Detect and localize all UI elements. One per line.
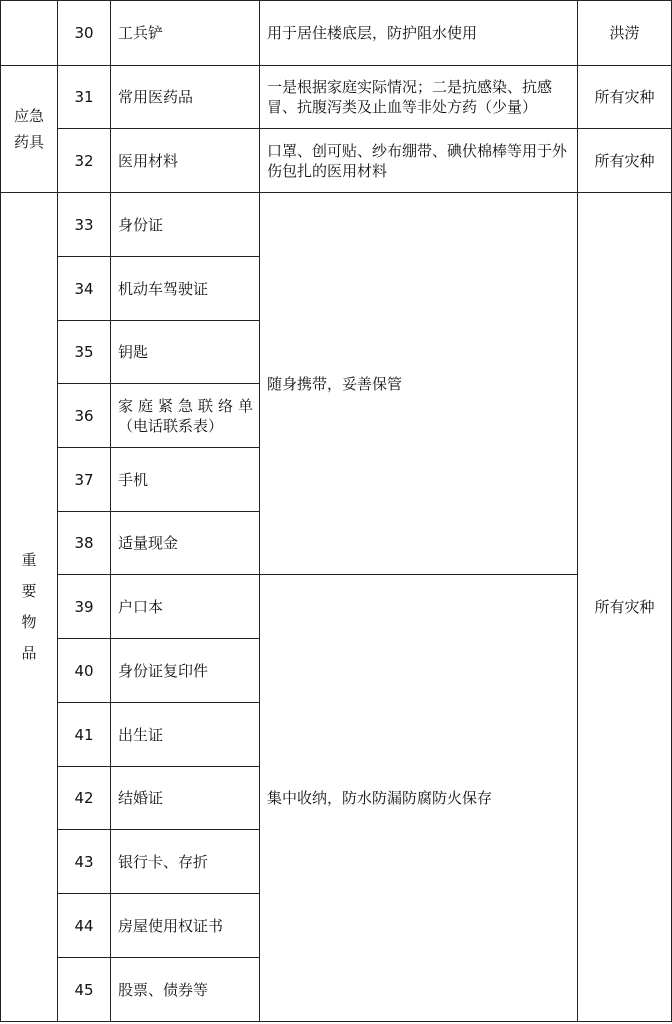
table-row bbox=[1, 129, 672, 193]
item-number: 35 bbox=[58, 321, 111, 384]
disaster-type-important: 所有灾种 bbox=[578, 193, 672, 1022]
item-name-multiline bbox=[111, 384, 260, 448]
item-name: 家庭紧急联络单 bbox=[118, 396, 259, 415]
item-name: 房屋使用权证书 bbox=[111, 894, 260, 958]
item-number: 41 bbox=[58, 703, 111, 767]
item-number: 43 bbox=[58, 830, 111, 894]
category-medical: 应急药具 bbox=[1, 66, 58, 193]
disaster-type: 所有灾种 bbox=[578, 66, 672, 129]
item-name: 结婚证 bbox=[111, 767, 260, 830]
disaster-type: 洪涝 bbox=[578, 1, 672, 66]
item-number: 36 bbox=[58, 384, 111, 448]
table-row bbox=[1, 193, 672, 257]
item-number: 37 bbox=[58, 448, 111, 512]
group-note-store: 集中收纳，防水防漏防腐防火保存 bbox=[260, 575, 578, 1022]
item-name: 工兵铲 bbox=[111, 1, 260, 66]
item-number: 44 bbox=[58, 894, 111, 958]
item-name: 常用医药品 bbox=[111, 66, 260, 129]
item-name: 出生证 bbox=[111, 703, 260, 767]
item-number: 34 bbox=[58, 257, 111, 321]
item-subname: （电话联系表） bbox=[118, 416, 224, 435]
item-name: 医用材料 bbox=[111, 129, 260, 193]
item-number: 40 bbox=[58, 639, 111, 703]
item-number: 33 bbox=[58, 193, 111, 257]
item-name: 银行卡、存折 bbox=[111, 830, 260, 894]
category-cell-empty bbox=[1, 1, 58, 66]
item-name: 机动车驾驶证 bbox=[111, 257, 260, 321]
item-number: 32 bbox=[58, 129, 111, 193]
item-name: 户口本 bbox=[111, 575, 260, 639]
item-name: 适量现金 bbox=[111, 512, 260, 575]
item-note: 口罩、创可贴、纱布绷带、碘伏棉棒等用于外伤包扎的医用材料 bbox=[260, 129, 578, 193]
item-note: 一是根据家庭实际情况；二是抗感染、抗感冒、抗腹泻类及止血等非处方药（少量） bbox=[260, 66, 578, 129]
category-important: 重要物品 bbox=[1, 193, 58, 1022]
table-row bbox=[1, 575, 672, 639]
item-number: 39 bbox=[58, 575, 111, 639]
item-number: 31 bbox=[58, 66, 111, 129]
item-number: 42 bbox=[58, 767, 111, 830]
item-number: 45 bbox=[58, 958, 111, 1022]
item-name: 股票、债券等 bbox=[111, 958, 260, 1022]
disaster-type: 所有灾种 bbox=[578, 129, 672, 193]
group-note-carry: 随身携带，妥善保管 bbox=[260, 193, 578, 575]
table-row bbox=[1, 1, 672, 66]
item-name: 手机 bbox=[111, 448, 260, 512]
table-row bbox=[1, 66, 672, 129]
item-name: 钥匙 bbox=[111, 321, 260, 384]
item-name: 身份证 bbox=[111, 193, 260, 257]
item-number: 30 bbox=[58, 1, 111, 66]
item-name: 身份证复印件 bbox=[111, 639, 260, 703]
item-note: 用于居住楼底层，防护阻水使用 bbox=[260, 1, 578, 66]
item-number: 38 bbox=[58, 512, 111, 575]
